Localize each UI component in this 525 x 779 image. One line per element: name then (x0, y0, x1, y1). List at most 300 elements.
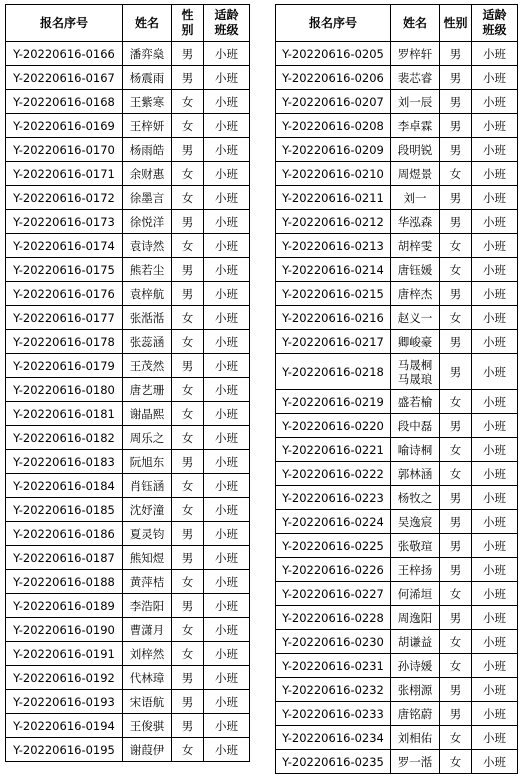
table-row (6, 738, 250, 762)
registration-id: Y-20220616-0230 (276, 630, 391, 654)
class-level: 小班 (204, 42, 250, 66)
registration-id: Y-20220616-0174 (6, 234, 123, 258)
table-row (6, 282, 250, 306)
sex: 男 (172, 66, 204, 90)
registration-id: Y-20220616-0232 (276, 678, 391, 702)
registration-id: Y-20220616-0187 (6, 546, 123, 570)
child-name-line: 曹潇月 (129, 622, 165, 637)
class-level: 小班 (472, 66, 518, 90)
registration-id: Y-20220616-0228 (276, 606, 391, 630)
child-name (123, 618, 172, 642)
class-level: 小班 (204, 258, 250, 282)
sex: 女 (172, 378, 204, 402)
table-row (6, 594, 250, 618)
child-name (123, 738, 172, 762)
header-class (204, 5, 250, 42)
sex: 男 (440, 330, 472, 354)
sex: 女 (172, 426, 204, 450)
roster-body-right (276, 42, 518, 774)
roster-body-left (6, 42, 250, 762)
class-level: 小班 (204, 594, 250, 618)
child-name-line: 周煜景 (397, 166, 433, 181)
table-row (6, 714, 250, 738)
sex: 男 (172, 522, 204, 546)
table-row (276, 306, 518, 330)
child-name-line: 张蕊涵 (129, 334, 165, 349)
class-level: 小班 (472, 306, 518, 330)
child-name-line: 段中磊 (397, 418, 433, 433)
registration-id: Y-20220616-0193 (6, 690, 123, 714)
class-level: 小班 (472, 606, 518, 630)
sex: 女 (172, 618, 204, 642)
table-row (276, 486, 518, 510)
child-name (391, 282, 440, 306)
child-name (391, 630, 440, 654)
class-level: 小班 (204, 234, 250, 258)
child-name-line: 王紫寒 (129, 94, 165, 109)
registration-id: Y-20220616-0168 (6, 90, 123, 114)
child-name (123, 234, 172, 258)
table-row (6, 90, 250, 114)
child-name (123, 546, 172, 570)
sex: 女 (172, 642, 204, 666)
registration-id: Y-20220616-0212 (276, 210, 391, 234)
table-row (276, 90, 518, 114)
header-sex-text: 性 (443, 15, 456, 30)
registration-id: Y-20220616-0206 (276, 66, 391, 90)
registration-id: Y-20220616-0233 (276, 702, 391, 726)
child-name-line: 宋语航 (129, 694, 165, 709)
child-name-line: 沈妤潼 (129, 502, 165, 517)
class-level: 小班 (472, 90, 518, 114)
class-level: 小班 (204, 378, 250, 402)
child-name (123, 570, 172, 594)
sex: 女 (172, 474, 204, 498)
child-name (123, 666, 172, 690)
table-row (6, 378, 250, 402)
child-name-line: 熊若尘 (129, 262, 165, 277)
sex: 男 (440, 558, 472, 582)
child-name-line: 吴逸宸 (397, 514, 433, 529)
sex: 男 (440, 534, 472, 558)
child-name (391, 534, 440, 558)
sex: 男 (440, 210, 472, 234)
sex: 女 (172, 90, 204, 114)
table-row (276, 534, 518, 558)
child-name (391, 558, 440, 582)
table-row (6, 138, 250, 162)
class-level: 小班 (204, 474, 250, 498)
registration-id: Y-20220616-0170 (6, 138, 123, 162)
child-name-line: 肖钰涵 (129, 478, 165, 493)
sex: 女 (172, 306, 204, 330)
class-level: 小班 (204, 354, 250, 378)
header-sex-line: 别 (181, 23, 194, 37)
class-level: 小班 (472, 750, 518, 774)
registration-id: Y-20220616-0191 (6, 642, 123, 666)
sex: 男 (440, 114, 472, 138)
child-name-line: 刘相佑 (397, 730, 433, 745)
table-row (276, 186, 518, 210)
child-name-line: 张湉湉 (129, 310, 165, 325)
table-row (276, 462, 518, 486)
child-name-line: 刘一 (403, 190, 427, 205)
child-name (391, 354, 440, 390)
table-row (276, 510, 518, 534)
child-name-line: 潘弈燊 (129, 46, 165, 61)
child-name-line: 罗一湉 (397, 754, 433, 769)
registration-id: Y-20220616-0227 (276, 582, 391, 606)
registration-id: Y-20220616-0213 (276, 234, 391, 258)
sex: 男 (440, 414, 472, 438)
class-level: 小班 (472, 42, 518, 66)
class-level: 小班 (472, 654, 518, 678)
table-row (6, 186, 250, 210)
table-row (276, 678, 518, 702)
child-name-line: 夏灵钧 (129, 526, 165, 541)
sex: 男 (440, 282, 472, 306)
child-name (123, 354, 172, 378)
class-level: 小班 (204, 282, 250, 306)
child-name-line: 熊知煜 (129, 550, 165, 565)
sex: 女 (172, 162, 204, 186)
class-level: 小班 (204, 666, 250, 690)
table-row (276, 138, 518, 162)
sex: 女 (172, 402, 204, 426)
table-row (6, 210, 250, 234)
sex: 女 (440, 750, 472, 774)
class-level: 小班 (472, 162, 518, 186)
table-row (276, 390, 518, 414)
child-name (123, 258, 172, 282)
sex: 男 (172, 282, 204, 306)
registration-id: Y-20220616-0177 (6, 306, 123, 330)
registration-id: Y-20220616-0226 (276, 558, 391, 582)
class-level: 小班 (472, 330, 518, 354)
sex: 男 (440, 66, 472, 90)
class-level: 小班 (204, 90, 250, 114)
class-level: 小班 (472, 138, 518, 162)
sex: 女 (440, 258, 472, 282)
child-name (123, 498, 172, 522)
table-row (6, 114, 250, 138)
child-name-line: 裴芯睿 (397, 70, 433, 85)
child-name-line: 唐铭蔚 (397, 706, 433, 721)
child-name-line: 卿峻豪 (397, 334, 433, 349)
class-level: 小班 (472, 186, 518, 210)
child-name (391, 138, 440, 162)
header-row (276, 5, 518, 42)
registration-id: Y-20220616-0223 (276, 486, 391, 510)
child-name (391, 726, 440, 750)
child-name-line: 徐墨言 (129, 190, 165, 205)
child-name (123, 474, 172, 498)
table-row (276, 114, 518, 138)
registration-id: Y-20220616-0173 (6, 210, 123, 234)
child-name (123, 714, 172, 738)
class-level: 小班 (472, 210, 518, 234)
header-sex (440, 5, 472, 42)
child-name (391, 114, 440, 138)
child-name-line: 段明锐 (397, 142, 433, 157)
sex: 男 (440, 90, 472, 114)
class-level: 小班 (472, 414, 518, 438)
table-row (6, 642, 250, 666)
child-name-line: 谢葭伊 (129, 742, 165, 757)
child-name-line: 刘梓然 (129, 646, 165, 661)
child-name (391, 210, 440, 234)
class-level: 小班 (472, 702, 518, 726)
header-class-line: 班级 (482, 23, 507, 37)
child-name-line: 张栩源 (397, 682, 433, 697)
child-name-line: 阮旭东 (129, 454, 165, 469)
sex: 男 (440, 186, 472, 210)
table-row (6, 402, 250, 426)
sex: 男 (172, 354, 204, 378)
class-level: 小班 (204, 546, 250, 570)
registration-id: Y-20220616-0189 (6, 594, 123, 618)
child-name (391, 390, 440, 414)
table-row (276, 42, 518, 66)
sex: 男 (172, 138, 204, 162)
class-level: 小班 (204, 522, 250, 546)
child-name-line: 唐艺珊 (129, 382, 165, 397)
child-name (123, 138, 172, 162)
registration-id: Y-20220616-0180 (6, 378, 123, 402)
registration-id: Y-20220616-0184 (6, 474, 123, 498)
child-name (123, 402, 172, 426)
sex: 女 (440, 306, 472, 330)
registration-id: Y-20220616-0219 (276, 390, 391, 414)
sex: 男 (172, 690, 204, 714)
registration-id: Y-20220616-0207 (276, 90, 391, 114)
registration-id: Y-20220616-0186 (6, 522, 123, 546)
registration-id: Y-20220616-0216 (276, 306, 391, 330)
class-level: 小班 (204, 210, 250, 234)
child-name-line: 盛若榆 (397, 394, 433, 409)
class-level: 小班 (472, 678, 518, 702)
class-level: 小班 (472, 462, 518, 486)
child-name-line: 唐梓杰 (397, 286, 433, 301)
child-name (391, 66, 440, 90)
child-name (391, 90, 440, 114)
registration-id: Y-20220616-0215 (276, 282, 391, 306)
sex: 男 (440, 138, 472, 162)
table-row (6, 234, 250, 258)
child-name-line: 赵义一 (397, 310, 433, 325)
roster-table-left (5, 4, 250, 762)
table-row (276, 282, 518, 306)
child-name (123, 450, 172, 474)
child-name-line: 李浩阳 (129, 598, 165, 613)
class-level: 小班 (472, 282, 518, 306)
sex: 女 (172, 738, 204, 762)
class-level: 小班 (472, 558, 518, 582)
header-name: 姓名 (391, 5, 440, 42)
table-row (6, 546, 250, 570)
header-id: 报名序号 (276, 5, 391, 42)
sex: 男 (172, 450, 204, 474)
registration-id: Y-20220616-0208 (276, 114, 391, 138)
child-name (391, 330, 440, 354)
table-row (276, 726, 518, 750)
child-name (391, 678, 440, 702)
child-name-line: 王俊骐 (129, 718, 165, 733)
registration-id: Y-20220616-0225 (276, 534, 391, 558)
sex: 男 (172, 258, 204, 282)
child-name (123, 114, 172, 138)
table-row (6, 162, 250, 186)
table-row (6, 450, 250, 474)
table-row (6, 306, 250, 330)
registration-id: Y-20220616-0231 (276, 654, 391, 678)
child-name (391, 162, 440, 186)
registration-id: Y-20220616-0181 (6, 402, 123, 426)
child-name (391, 486, 440, 510)
table-row (6, 666, 250, 690)
child-name-line: 谢晶熙 (129, 406, 165, 421)
registration-id: Y-20220616-0172 (6, 186, 123, 210)
registration-id: Y-20220616-0182 (6, 426, 123, 450)
table-row (276, 330, 518, 354)
class-level: 小班 (472, 438, 518, 462)
class-level: 小班 (472, 630, 518, 654)
registration-id: Y-20220616-0217 (276, 330, 391, 354)
sex: 女 (172, 570, 204, 594)
child-name-line: 黄萍桔 (129, 574, 165, 589)
child-name-line: 胡梓雯 (397, 238, 433, 253)
header-name: 姓名 (123, 5, 172, 42)
table-row (6, 522, 250, 546)
class-level: 小班 (472, 510, 518, 534)
sex: 女 (440, 462, 472, 486)
child-name (391, 438, 440, 462)
sex: 男 (172, 714, 204, 738)
registration-id: Y-20220616-0185 (6, 498, 123, 522)
sex: 男 (440, 354, 472, 390)
child-name (123, 330, 172, 354)
table-row (6, 42, 250, 66)
registration-id: Y-20220616-0195 (6, 738, 123, 762)
class-level: 小班 (204, 738, 250, 762)
child-name-line: 周乐之 (129, 430, 165, 445)
table-row (276, 66, 518, 90)
sex: 男 (440, 606, 472, 630)
child-name (123, 522, 172, 546)
table-row (276, 258, 518, 282)
sex: 男 (440, 702, 472, 726)
header-class-line: 适龄 (482, 8, 507, 22)
table-row (6, 498, 250, 522)
sex: 女 (440, 726, 472, 750)
child-name (123, 90, 172, 114)
child-name (391, 306, 440, 330)
header-row (6, 5, 250, 42)
class-level: 小班 (204, 114, 250, 138)
class-level: 小班 (204, 138, 250, 162)
child-name-line: 代林璋 (129, 670, 165, 685)
table-row (276, 582, 518, 606)
registration-id: Y-20220616-0194 (6, 714, 123, 738)
registration-id: Y-20220616-0192 (6, 666, 123, 690)
registration-id: Y-20220616-0218 (276, 354, 391, 390)
registration-id: Y-20220616-0179 (6, 354, 123, 378)
class-level: 小班 (204, 66, 250, 90)
class-level: 小班 (472, 258, 518, 282)
registration-id: Y-20220616-0220 (276, 414, 391, 438)
registration-id: Y-20220616-0221 (276, 438, 391, 462)
table-row (276, 210, 518, 234)
sex: 男 (440, 678, 472, 702)
child-name (123, 210, 172, 234)
table-row (6, 330, 250, 354)
child-name-line: 胡谦益 (397, 634, 433, 649)
registration-id: Y-20220616-0176 (6, 282, 123, 306)
header-class (472, 5, 518, 42)
sex: 女 (172, 186, 204, 210)
class-level: 小班 (204, 690, 250, 714)
header-class-line: 适龄 (214, 8, 239, 22)
header-sex (172, 5, 204, 42)
child-name-line: 余财惠 (129, 166, 165, 181)
child-name-line: 孙诗媛 (397, 658, 433, 673)
child-name-line: 王梓妍 (129, 118, 165, 133)
roster-table-right (275, 4, 518, 774)
class-level: 小班 (472, 534, 518, 558)
child-name-line: 徐悦洋 (129, 214, 165, 229)
sex: 男 (440, 42, 472, 66)
child-name (391, 414, 440, 438)
child-name-line: 喻诗桐 (397, 442, 433, 457)
child-name-line: 杨牧之 (397, 490, 433, 505)
child-name (391, 606, 440, 630)
sex: 男 (172, 594, 204, 618)
sex: 女 (440, 234, 472, 258)
class-level: 小班 (204, 570, 250, 594)
registration-id: Y-20220616-0166 (6, 42, 123, 66)
table-row (276, 630, 518, 654)
child-name (123, 426, 172, 450)
registration-id: Y-20220616-0235 (276, 750, 391, 774)
class-level: 小班 (204, 306, 250, 330)
class-level: 小班 (472, 726, 518, 750)
registration-id: Y-20220616-0209 (276, 138, 391, 162)
child-name (123, 690, 172, 714)
table-row (6, 618, 250, 642)
child-name-line: 罗梓轩 (397, 46, 433, 61)
child-name (123, 162, 172, 186)
child-name (391, 702, 440, 726)
registration-id: Y-20220616-0211 (276, 186, 391, 210)
class-level: 小班 (472, 114, 518, 138)
table-row (276, 354, 518, 390)
class-level: 小班 (204, 618, 250, 642)
child-name (391, 186, 440, 210)
table-row (6, 66, 250, 90)
child-name-line: 郭林涵 (397, 466, 433, 481)
class-level: 小班 (204, 450, 250, 474)
header-id: 报名序号 (6, 5, 123, 42)
registration-id: Y-20220616-0210 (276, 162, 391, 186)
sex: 女 (172, 234, 204, 258)
registration-id: Y-20220616-0190 (6, 618, 123, 642)
class-level: 小班 (204, 162, 250, 186)
child-name-line: 袁诗然 (129, 238, 165, 253)
table-row (276, 750, 518, 774)
registration-id: Y-20220616-0222 (276, 462, 391, 486)
child-name-line: 马晟桐 (397, 357, 433, 372)
table-row (276, 558, 518, 582)
